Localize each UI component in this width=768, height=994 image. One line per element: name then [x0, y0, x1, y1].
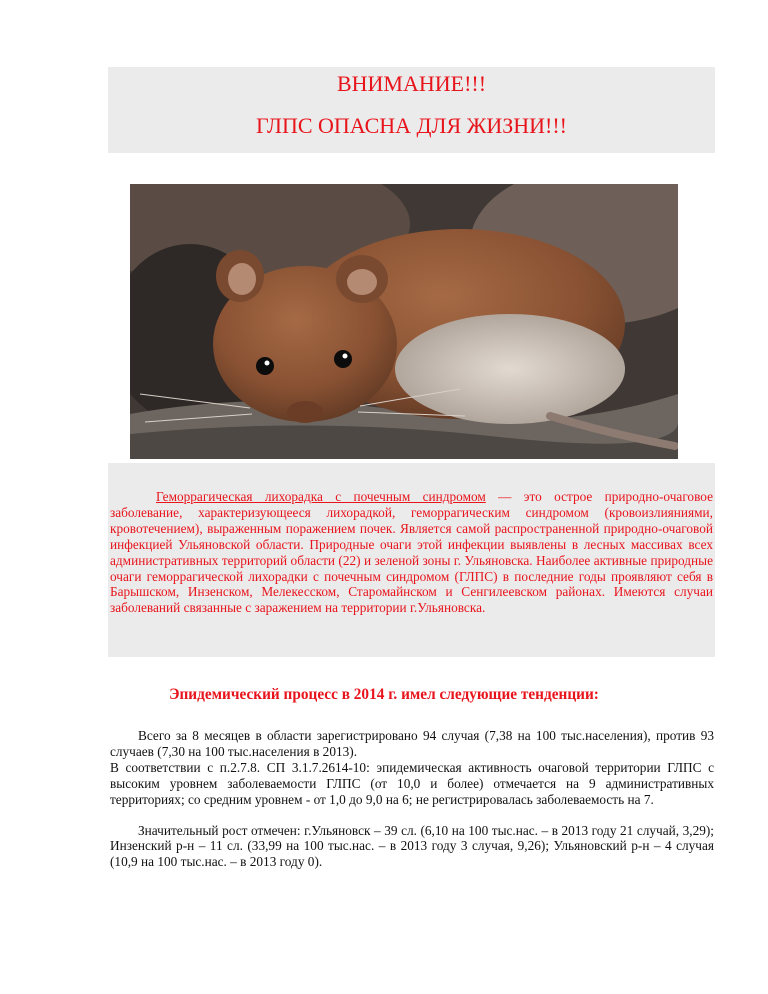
- vole-photo: [130, 184, 678, 459]
- definition-text: [110, 489, 713, 616]
- definition-body: — это острое природно-очаговое заболевание, характеризующееся лихорадкой, геморрагическим синдромом (кровоизлияниями, кровотечением), выраженным поражением почек. Является самой распространенной природно-очаговой инфекцией Ульяновской области. Природные очаги этой инфекции выявлены в лесных массивах всех административных территорий области (22) и зеленой зоны г. Ульяновска. Наиболее активные природные очаги геморрагической лихорадки с почечным синдромом (ГЛПС) в последние годы проявляют себя в Барышском, Инзенском, Мелекесском, Старомайнском и Сенгилеевском районах. Имеются случаи заболеваний связанные с заражением на территории г.Ульяновска.: [110, 489, 713, 616]
- warning-subtitle: ГЛПС ОПАСНА ДЛЯ ЖИЗНИ!!!: [255, 113, 568, 138]
- vole-illustration: [130, 184, 678, 459]
- warning-title: ВНИМАНИЕ!!!: [336, 71, 487, 96]
- warning-banner: [108, 67, 715, 153]
- paragraph-growth: Значительный рост отмечен: г.Ульяновск – 39 сл. (6,10 на 100 тыс.нас. – в 2013 году 21 случай, 3,29); Инзенский р-н – 11 сл. (33,99 на 100 тыс.нас. – в 2013 году 3 случая, 9,26); Ульяновский р-н – 4 случая (10,9 на 100 тыс.нас. – в 2013 году 0).: [110, 822, 714, 870]
- definition-panel: [108, 463, 715, 657]
- paragraph-regulation: В соответствии с п.2.7.8. СП 3.1.7.2614-10: эпидемическая активность очаговой территории ГЛПС с высоким уровнем заболеваемости ГЛПС (от 10,0 и более) отмечается на 9 административных территориях; со средним уровнем - от 1,0 до 9,0 на 6; не регистрировалась заболеваемость на 7.: [110, 759, 714, 807]
- statistics-section: [110, 728, 714, 870]
- paragraph-total-cases: Всего за 8 месяцев в области зарегистрировано 94 случая (7,38 на 100 тыс.населения), против 93 случаев (7,30 на 100 тыс.населения в 2013).: [110, 728, 714, 759]
- disease-name-link[interactable]: Геморрагическая лихорадка с почечным синдромом: [156, 489, 486, 504]
- section-heading: Эпидемический процесс в 2014 г. имел следующие тенденции:: [169, 686, 599, 703]
